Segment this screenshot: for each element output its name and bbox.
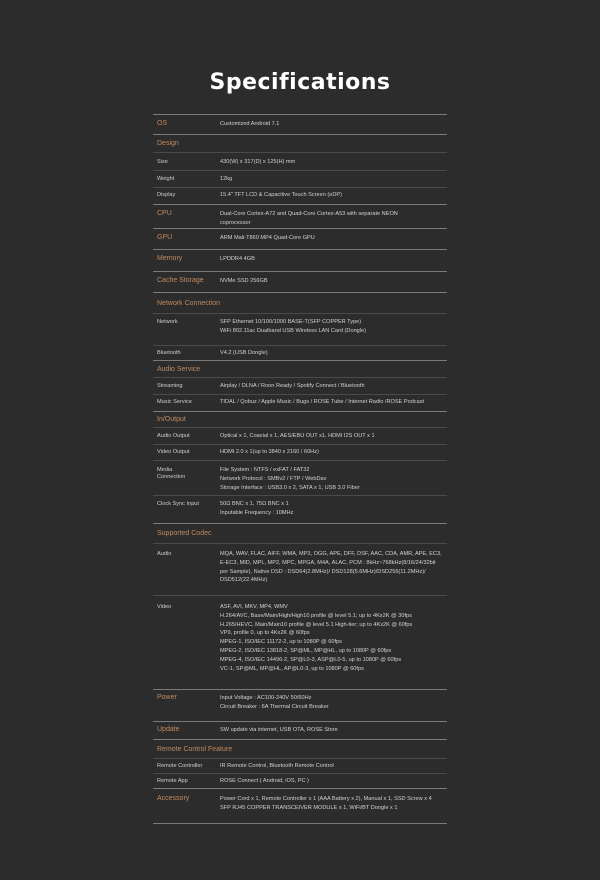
section-heading-network-connection: Network Connection [153,293,447,314]
spec-row-remote-app [153,774,447,789]
spec-row-music-service [153,395,447,412]
spec-label-line: CPU [157,210,172,217]
spec-value-line: E-EC3, MID, MPL, MP2, MPC, MPGA, M4A, ALAC, PCM : 8kHz~768kHz(8/16/24/32bit [220,559,436,566]
spec-label [153,544,220,595]
spec-label [153,205,220,228]
spec-value-line: Input Voltage : AC100-240V 50/60Hz [220,695,312,701]
spec-value-line: File System : NTFS / exFAT / FAT32 [220,467,310,473]
spec-label [153,596,220,689]
spec-value-line: coprocessor [220,219,251,226]
spec-value-line: DSD512(22.4MHz) [220,577,268,584]
spec-label [153,153,220,170]
spec-value-line: Inputable Frequency : 10MHz [220,509,294,516]
spec-value [220,171,447,187]
spec-row-remote-controller [153,759,447,774]
spec-row-cache-storage [153,272,447,293]
spec-row-streaming [153,378,447,395]
section-heading-in-output: In/Output [153,412,447,428]
spec-value-line: per Sample), Native DSD : DSD64(2.8MHz)/ DSD128(5.6MHz)/DSD256(11.2MHz)/ [220,568,426,575]
spec-value-line: MPEG-1, ISO/IEC 11172-2, up to 1080P @ 60fps [220,639,342,646]
spec-value-line: Power Cord x 1, Remote Controller x 1 (AAA Battery x 2), Manual x 1, SSD Screw x 4 [220,796,432,802]
spec-label-line: Audio [157,551,172,557]
spec-value [220,153,447,170]
spec-value-line: TIDAL / Qobuz / Apple Music / Bugs / ROSE Tube / Internet Radio /ROSE Podcast [220,399,425,405]
spec-label-line: Streaming [157,383,183,389]
spec-row-network [153,314,447,346]
section-heading-supported-codec: Supported Codec [153,524,447,544]
spec-label-line: Video Output [157,449,190,455]
spec-value-line: HDMI 2.0 x 1(up to 3840 x 2160 / 60Hz) [220,449,319,455]
spec-row-update [153,722,447,740]
spec-label-line: Media [157,467,173,473]
spec-label [153,346,220,360]
spec-label-line: Display [157,192,176,198]
spec-value-line: VC-1, SP@ML, MP@HL, AP@L0-3, up to 1080P @ 60fps [220,665,364,672]
spec-label-line: Memory [157,255,183,262]
spec-label [153,496,220,523]
spec-value-line: WiFi 802.11ac Dualband USB Wireless LAN Card (Dongle) [220,327,367,334]
spec-value [220,789,447,823]
spec-label-line: Remote App [157,778,188,784]
spec-value-line: SFP Ethernet 10/100/1000 BASE-T(SFP COPPER Type) [220,319,362,325]
spec-value-line: ROSE Connect ( Android, iOS, PC ) [220,778,309,784]
spec-value [220,205,447,228]
spec-value [220,272,447,292]
spec-value-line: LPDDR4 4GB [220,256,255,262]
spec-label [153,395,220,411]
spec-value [220,115,447,134]
spec-label [153,314,220,345]
spec-label-line: Weight [157,176,175,182]
spec-label-line: Update [157,726,180,733]
spec-label-line: Music Service [157,399,192,405]
spec-row-audio [153,544,447,596]
spec-value-line: V4.2 (USB Dongle) [220,350,268,356]
spec-value-line: Circuit Breaker : 6A Thermal Circuit Breaker [220,703,329,710]
spec-value [220,250,447,271]
spec-row-cpu [153,205,447,229]
section-heading-design: Design [153,135,447,153]
spec-label-line: Accessory [157,795,190,802]
spec-label [153,115,220,134]
spec-value-line: IR Remote Control, Bluetooth Remote Control [220,763,334,769]
spec-value [220,690,447,721]
spec-value-line: 12kg [220,176,233,182]
spec-value-line: 430(W) x 317(D) x 125(H) mm [220,159,296,165]
spec-row-gpu [153,229,447,250]
spec-label-line: Video [157,604,172,610]
spec-label-line: Clock Sync Input [157,501,199,507]
section-heading-audio-service: Audio Service [153,361,447,378]
spec-row-weight [153,171,447,188]
spec-value [220,314,447,345]
spec-value [220,445,447,460]
spec-row-clock-sync-input [153,496,447,524]
spec-value-line: SW update via internet, USB OTA, ROSE Store [220,727,338,733]
spec-label [153,171,220,187]
spec-value-line: NVMe SSD 256GB [220,278,268,284]
spec-value [220,496,447,523]
spec-label [153,690,220,721]
spec-value-line: ARM Mali-T860 MP4 Quad-Core GPU [220,235,315,241]
spec-label-line: Connection [157,474,186,480]
spec-label [153,722,220,739]
spec-value-line: H.264/AVC, Base/Main/High/High10 profile @ level 5.1; up to 4Kx2K @ 30fps [220,612,412,619]
spec-value-line: SFP RJ45 COPPER TRANSCEIVER MODULE x 1, WiFi/BT Dongle x 1 [220,804,398,811]
spec-row-bluetooth [153,346,447,361]
spec-row-media-connection [153,461,447,496]
spec-value [220,378,447,394]
spec-row-display [153,188,447,205]
spec-label [153,188,220,204]
spec-value-line: Dual-Core Cortex-A72 and Quad-Core Cortex-A53 with separate NEON [220,211,398,217]
spec-label [153,759,220,773]
spec-label-line: Cache Storage [157,277,204,284]
spec-value [220,188,447,204]
spec-value [220,346,447,360]
spec-table [153,114,447,824]
spec-value-line: Storage Interface : USB3.0 x 2, SATA x 1, USB 3.0 Fiber [220,484,360,491]
spec-value [220,544,447,595]
spec-value [220,428,447,444]
spec-row-audio-output [153,428,447,445]
spec-value-line: Network Protocol : SMBv2 / FTP / WebDav [220,475,327,482]
spec-value-line: H.265/HEVC, Main/Main10 profile @ level 5.1 High-tier; up to 4Kx2K @ 60fps [220,621,413,628]
spec-value [220,395,447,411]
spec-label [153,774,220,788]
spec-value-line: Airplay / DLNA / Roon Ready / Spotify Connect / Bluetooth [220,383,365,389]
spec-label [153,445,220,460]
spec-label [153,378,220,394]
spec-value-line: VP9, profile 0, up to 4Kx2K @ 60fps [220,630,310,637]
spec-row-os [153,115,447,135]
spec-value-line: MPEG-2, ISO/IEC 13818-2, SP@ML, MP@HL, up to 1080P @ 60fps [220,647,392,654]
page-title: Specifications [209,70,391,95]
spec-value-line: 15.4" TFT LCD & Capacitive Touch Screen (eDP) [220,192,342,198]
spec-label-line: OS [157,120,168,127]
spec-row-video-output [153,445,447,461]
spec-value [220,229,447,249]
spec-label-line: GPU [157,234,173,241]
spec-row-power [153,690,447,722]
spec-value-line: ASF, AVI, MKV, MP4, WMV [220,604,288,610]
spec-label-line: Bluetooth [157,350,181,356]
spec-label [153,461,220,495]
spec-value [220,461,447,495]
spec-label-line: Size [157,159,168,165]
spec-value-line: 50Ω BNC x 1, 75Ω BNC x 1 [220,501,289,507]
spec-label-line: Remote Controller [157,763,203,769]
spec-label-line: Power [157,694,177,701]
spec-label [153,229,220,249]
spec-label-line: Network [157,319,178,325]
spec-value-line: MQA, WAV, FLAC, AIFF, WMA, MP3, OGG, APE, DFF, DSF, AAC, CDA, AMR, APE, EC3, [220,551,442,557]
spec-label [153,789,220,823]
spec-label [153,250,220,271]
spec-value [220,759,447,773]
spec-label-line: Audio Output [157,433,190,439]
spec-row-size [153,153,447,171]
section-heading-remote-control-feature: Remote Control Feature [153,740,447,759]
spec-value-line: Optical x 1, Coaxial x 1, AES/EBU OUT x1, HDMI I2S OUT x 1 [220,433,375,439]
spec-label [153,428,220,444]
spec-value-line: MPEG-4, ISO/IEC 14496-2, SP@L0-3, ASP@L0-5, up to 1080P @ 60fps [220,656,402,663]
spec-value-line: Customized Android 7.1 [220,121,280,127]
spec-row-accessory [153,789,447,824]
spec-row-video [153,596,447,690]
spec-row-memory [153,250,447,272]
spec-value [220,596,447,689]
spec-value [220,774,447,788]
spec-value [220,722,447,739]
spec-label [153,272,220,292]
